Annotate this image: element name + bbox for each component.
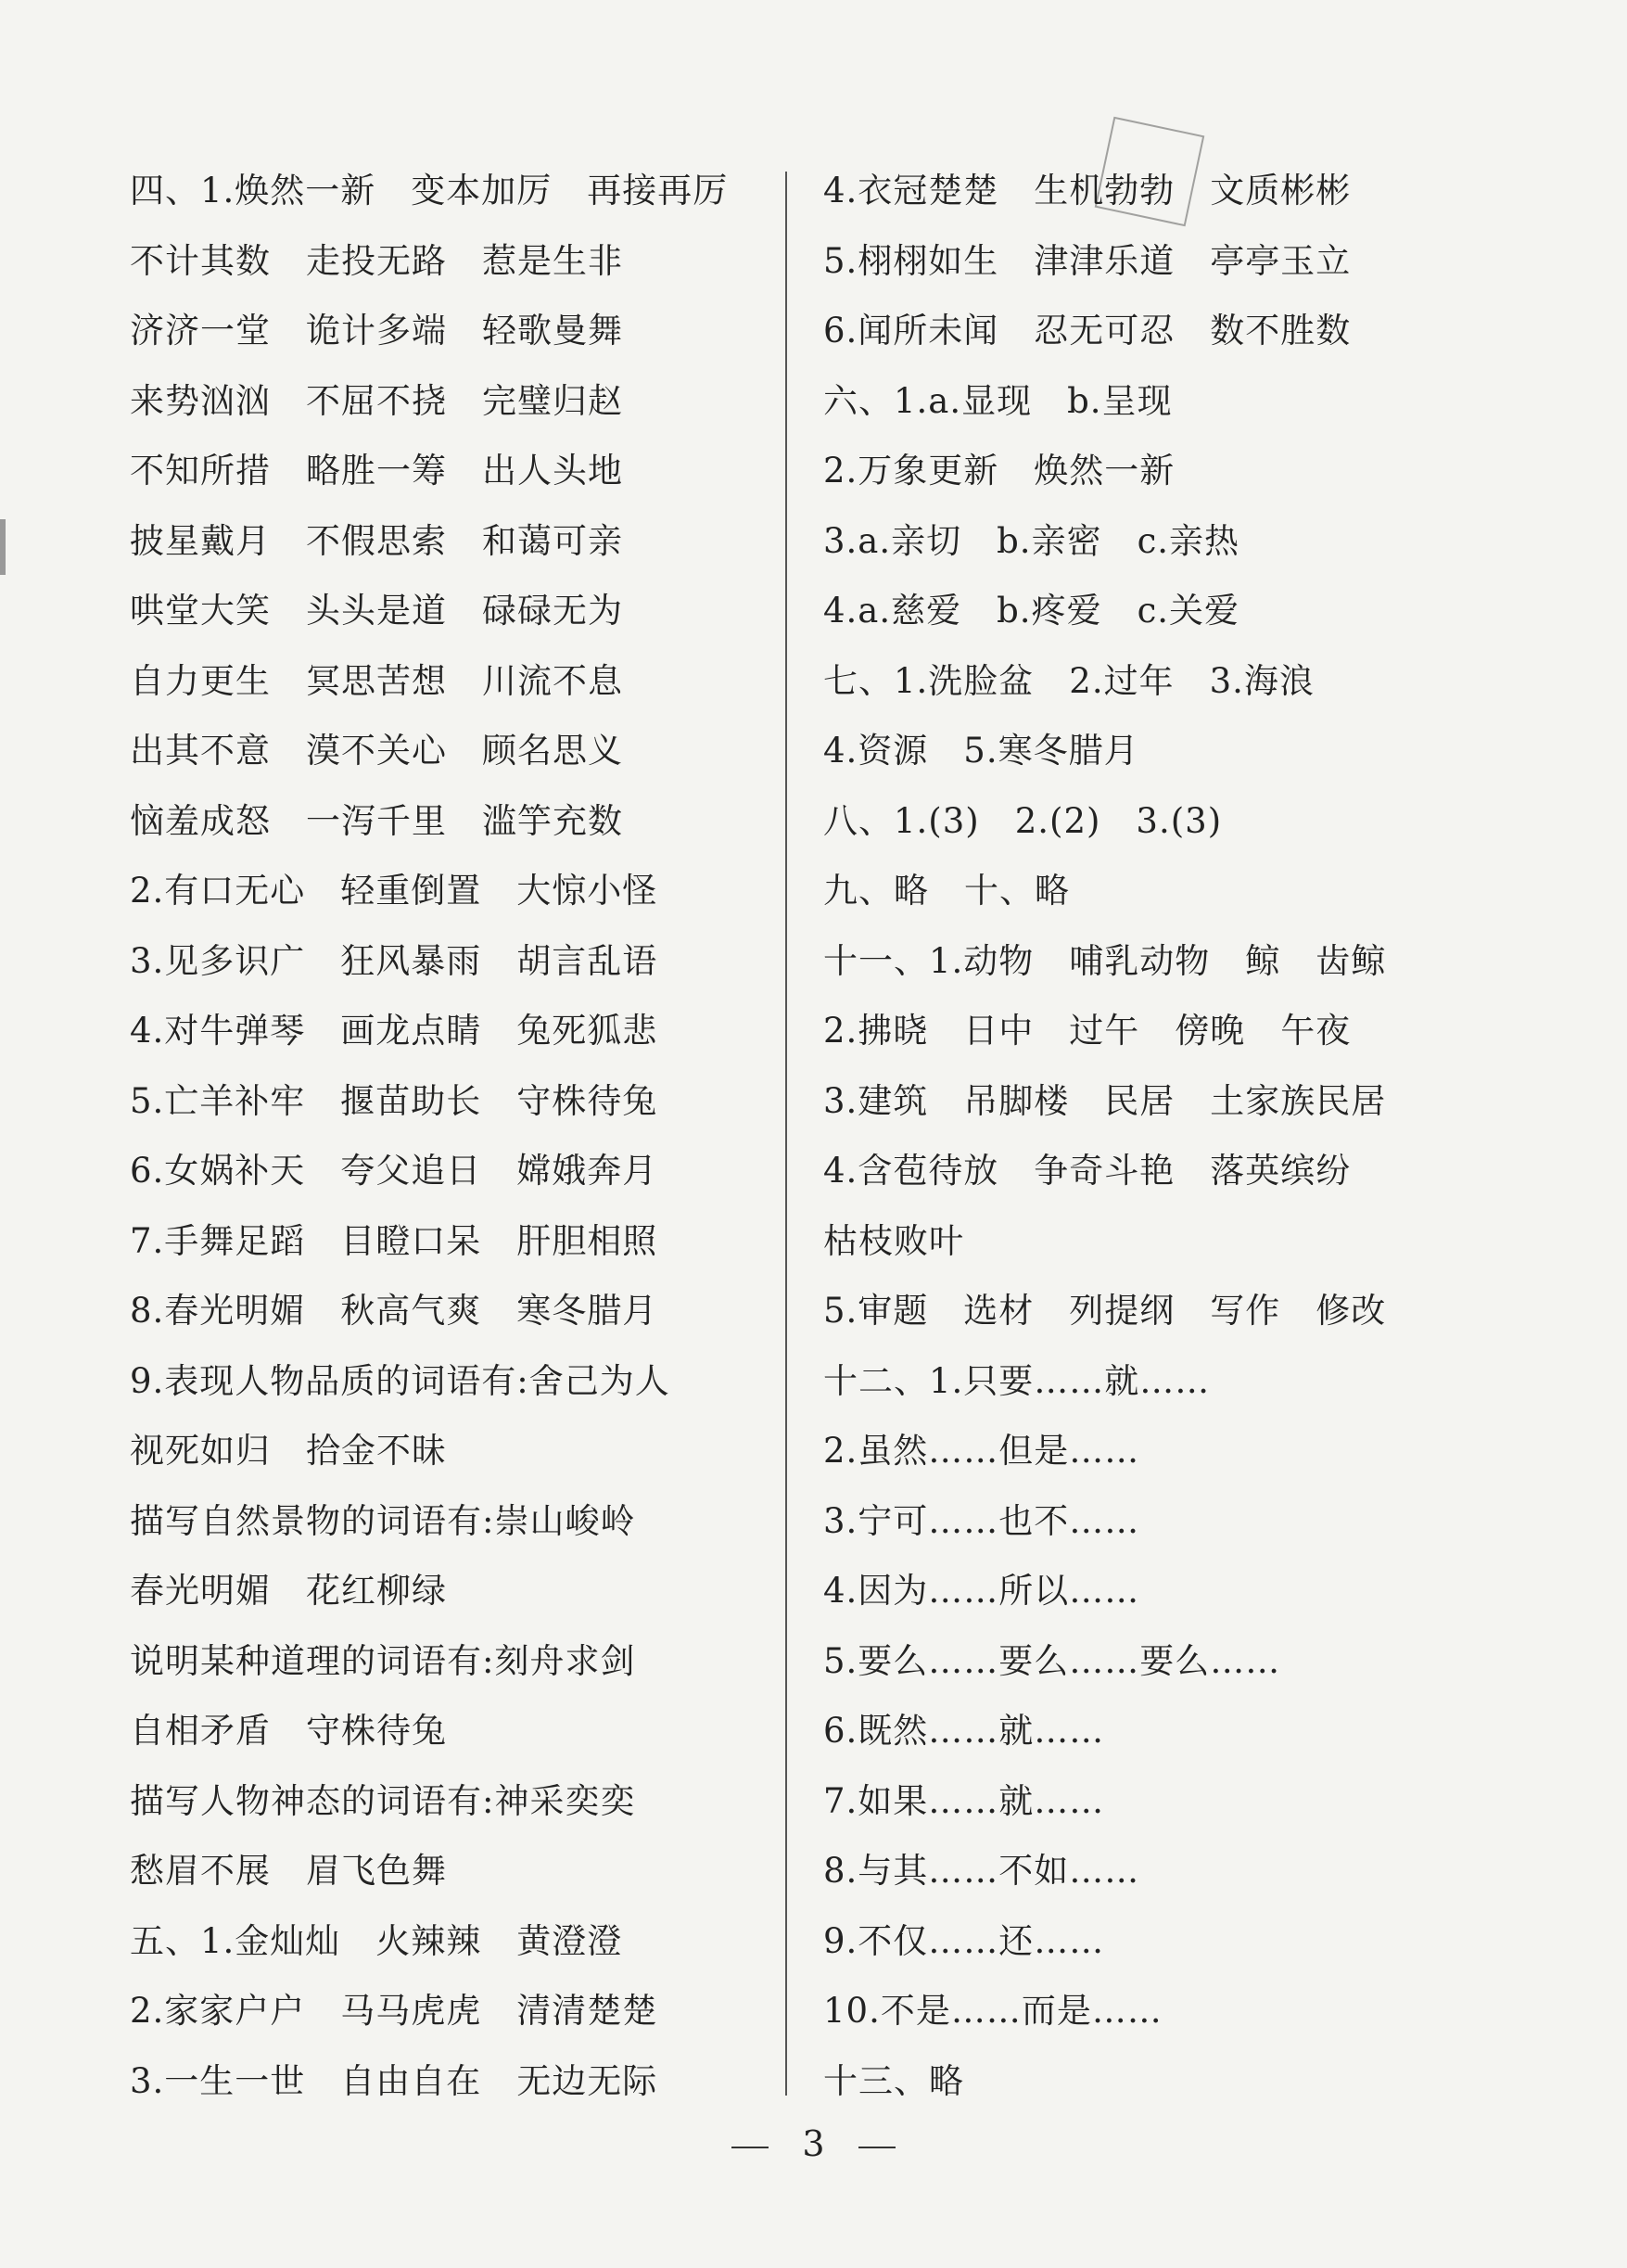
answer-line: 5.亡羊补牢 揠苗助长 守株待兔: [130, 1080, 658, 1121]
answer-line: 不知所措 略胜一筹 出人头地: [130, 451, 623, 491]
answer-line: 7.如果……就……: [823, 1780, 1105, 1821]
answer-line: 4.因为……所以……: [823, 1571, 1140, 1611]
answer-line: 四、1.焕然一新 变本加厉 再接再厉: [130, 171, 729, 210]
column-divider: [785, 172, 787, 2096]
answer-line: 8.春光明媚 秋高气爽 寒冬腊月: [130, 1291, 658, 1331]
answer-line: 6.闻所未闻 忍无可忍 数不胜数: [823, 311, 1352, 350]
answer-line: 5.栩栩如生 津津乐道 亭亭玉立: [823, 240, 1352, 281]
answer-line: 视死如归 拾金不昧: [130, 1431, 447, 1471]
answer-line: 济济一堂 诡计多端 轻歌曼舞: [130, 311, 623, 350]
answer-line: 2.家家户户 马马虎虎 清清楚楚: [130, 1991, 658, 2031]
answer-line: 来势汹汹 不屈不挠 完璧归赵: [130, 380, 623, 421]
answer-line: 4.含苞待放 争奇斗艳 落英缤纷: [823, 1151, 1352, 1191]
answer-line: 说明某种道理的词语有:刻舟求剑: [130, 1640, 636, 1681]
answer-line: 6.女娲补天 夸父追日 嫦娥奔月: [130, 1151, 658, 1191]
answer-line: 2.拂晓 日中 过午 傍晚 午夜: [823, 1011, 1352, 1051]
answer-line: 出其不意 漠不关心 顾名思义: [130, 731, 623, 771]
answer-line: 五、1.金灿灿 火辣辣 黄澄澄: [130, 1920, 623, 1961]
right-column: [823, 148, 1528, 2109]
answer-line: 7.手舞足蹈 目瞪口呆 肝胆相照: [130, 1220, 658, 1261]
answer-line: 愁眉不展 眉飞色舞: [130, 1851, 447, 1891]
answer-line: 4.资源 5.寒冬腊月: [823, 731, 1139, 771]
answer-line: 披星戴月 不假思索 和蔼可亲: [130, 520, 623, 561]
answer-line: 描写人物神态的词语有:神采奕奕: [130, 1780, 636, 1821]
page-number-value: 3: [802, 2123, 825, 2164]
answer-line: 枯枝败叶: [823, 1220, 964, 1261]
answer-line: 哄堂大笑 头头是道 碌碌无为: [130, 591, 623, 631]
answer-line: 3.宁可……也不……: [823, 1500, 1140, 1541]
answer-line: 八、1.(3) 2.(2) 3.(3): [823, 800, 1223, 841]
page-number-dash-right: [858, 2147, 896, 2148]
answer-line: 2.有口无心 轻重倒置 大惊小怪: [130, 871, 658, 911]
answer-line: 5.要么……要么……要么……: [823, 1640, 1281, 1681]
answer-line: 十一、1.动物 哺乳动物 鲸 齿鲸: [823, 940, 1387, 981]
answer-line: 4.a.慈爱 b.疼爱 c.关爱: [823, 591, 1240, 631]
scan-edge-mark: [0, 519, 6, 575]
answer-line: 9.表现人物品质的词语有:舍己为人: [130, 1360, 670, 1401]
answer-line: 春光明媚 花红柳绿: [130, 1571, 447, 1611]
answer-line: 2.虽然……但是……: [823, 1431, 1140, 1471]
answer-line: 4.衣冠楚楚 生机勃勃 文质彬彬: [823, 171, 1352, 210]
answer-line: 恼羞成怒 一泻千里 滥竽充数: [130, 800, 623, 841]
answer-line: 2.万象更新 焕然一新: [823, 451, 1176, 491]
answer-line: 十三、略: [823, 2060, 964, 2101]
answer-line: 六、1.a.显现 b.呈现: [823, 380, 1173, 421]
page-number-dash-left: [731, 2147, 769, 2148]
answer-line: 6.既然……就……: [823, 1711, 1105, 1751]
answer-line: 8.与其……不如……: [823, 1851, 1140, 1891]
answer-line: 十二、1.只要……就……: [823, 1360, 1211, 1401]
answer-line: 3.见多识广 狂风暴雨 胡言乱语: [130, 940, 658, 981]
answer-line: 描写自然景物的词语有:崇山峻岭: [130, 1500, 636, 1541]
answer-line: 3.一生一世 自由自在 无边无际: [130, 2060, 658, 2101]
page-number: [0, 2123, 1627, 2164]
answer-line: 3.建筑 吊脚楼 民居 土家族民居: [823, 1080, 1387, 1121]
answer-line: 3.a.亲切 b.亲密 c.亲热: [823, 520, 1240, 561]
answer-line: 七、1.洗脸盆 2.过年 3.海浪: [823, 660, 1315, 701]
answer-line: 自力更生 冥思苦想 川流不息: [130, 660, 623, 701]
answer-line: 4.对牛弹琴 画龙点睛 兔死狐悲: [130, 1011, 658, 1051]
answer-line: 九、略 十、略: [823, 871, 1070, 911]
answer-line: 10.不是……而是……: [823, 1991, 1163, 2031]
answer-line: 自相矛盾 守株待兔: [130, 1711, 447, 1751]
answer-line: 9.不仅……还……: [823, 1920, 1105, 1961]
answer-line: 5.审题 选材 列提纲 写作 修改: [823, 1291, 1387, 1331]
answer-line: 不计其数 走投无路 惹是生非: [130, 240, 623, 281]
left-column: [130, 148, 779, 2109]
